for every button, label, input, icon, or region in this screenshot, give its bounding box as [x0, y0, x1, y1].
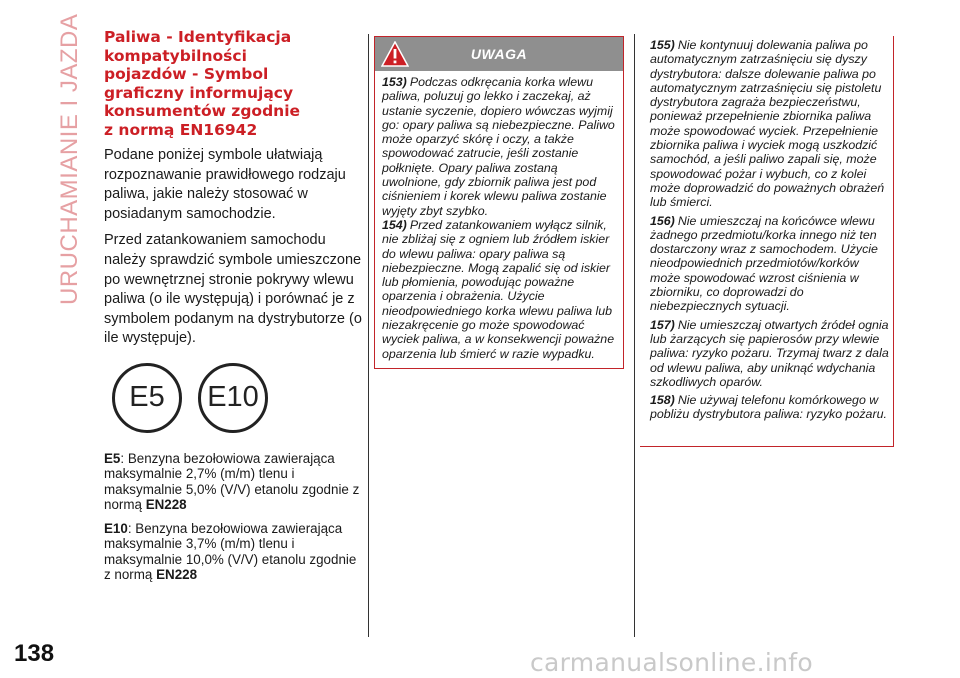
e5-symbol: E5	[112, 363, 182, 433]
warning-note	[650, 393, 889, 422]
note-number: 154)	[382, 217, 407, 232]
intro-paragraph: Podane poniżej symbole ułatwiają rozpoznawanie prawidłowego rodzaju paliwa, jakie należy stosować w posiadanym samochodzie.	[104, 147, 346, 222]
warning-notes	[375, 71, 623, 361]
section-title-line: konsumentów zgodnie	[104, 102, 301, 120]
e10-definition	[104, 521, 366, 583]
note-text: Przed zatankowaniem wyłącz silnik, nie zbliżaj się z ogniem lub źródłem iskier do wlewu paliwa: opary paliwa są niebezpieczne. Mogą zapalić się od iskier lub płomienia, powodując poważne oparzenia i obrażenia. Użycie nieodpowiedniego korka wlewu paliwa lub niezakręcenie go może spowodować wyciek paliwa, a w konsekwencji poważne oparzenia lub śmierć w razie wypadku.	[382, 217, 615, 361]
warning-note	[650, 318, 889, 389]
definition-norm: EN228	[156, 567, 198, 583]
page-number: 138	[14, 640, 55, 667]
section-title-line: kompatybilności	[104, 46, 247, 65]
section-title-line: Paliwa - Identyfikacja	[104, 28, 292, 46]
definition-term: E5	[104, 450, 121, 466]
continued-warning-box	[640, 36, 894, 447]
definition-norm: EN228	[145, 497, 187, 513]
section-title	[104, 28, 366, 139]
note-text: Nie umieszczaj otwartych źródeł ognia lub żarzących się papierosów przy wlewie paliwa: ryzyko pożaru. Trzymaj twarz z dala od wlewu paliwa, aby uniknąć wdychania szkodliwych oparów.	[650, 317, 889, 389]
warning-header	[375, 37, 623, 71]
definition-text: : Benzyna bezołowiowa zawierająca maksymalnie 2,7% (m/m) tlenu i maksymalnie 5,0% (V/V) etanolu zgodnie z normą	[104, 450, 360, 513]
fuel-symbols	[104, 361, 366, 451]
definition-text: : Benzyna bezołowiowa zawierająca maksymalnie 3,7% (m/m) tlenu i maksymalnie 10,0% (V/V) etanolu zgodnie z normą	[104, 520, 357, 583]
continued-notes	[640, 36, 893, 422]
note-number: 153)	[382, 75, 407, 89]
warning-title: UWAGA	[470, 46, 528, 62]
e10-symbol: E10	[198, 363, 268, 433]
note-text: Nie kontynuuj dolewania paliwa po automatycznym zatrzaśnięciu się dyszy dystrybutora: dalsze dolewanie paliwa po automatycznym zatrzaśnięciu się pistoletu dystrybutora zagraża bezpieczeństwu, ponieważ przepełnienie zbiornika paliwa może spowodować wyciek. Przepełnienie zbiornika paliwa i wyciek mogą uszkodzić samochód, a jeśli paliwo zapali się, może spowodować pożar i wybuch, co z kolei może doprowadzić do poważnych obrażeń lub śmierci.	[650, 38, 885, 210]
note-text: Podczas odkręcania korka wlewu paliwa, poluzuj go lekko i zaczekaj, aż ustanie syczenie, dopiero wówczas wyjmij go: opary paliwa są niebezpieczne. Paliwo może oparzyć skórę i oczy, a także spowodować zatrucie, jeśli zostanie połknięte. Opary paliwa zostaną uwolnione, gdy zbiornik paliwa jest pod ciśnieniem i korek wlewu paliwa zostanie wyjęty zbyt szybko.	[382, 75, 615, 218]
column-divider	[368, 34, 369, 637]
warning-note	[650, 38, 889, 210]
e5-definition	[104, 451, 366, 513]
section-title-line: pojazdów - Symbol	[104, 65, 269, 83]
instruction-paragraph: Przed zatankowaniem samochodu należy sprawdzić symbole umieszczone po wewnętrznej stronie pokrywy wlewu paliwa (o ile występują) i porównać je z symbolem podanym na dystrybutorze (o ile występuje).	[104, 232, 362, 347]
warning-box	[374, 36, 624, 369]
warning-note	[650, 214, 889, 314]
section-title-line: z normą EN16942	[104, 120, 258, 139]
column-divider	[634, 34, 635, 637]
note-number: 156)	[650, 213, 675, 228]
definition-term: E10	[104, 520, 128, 536]
note-text: Nie używaj telefonu komórkowego w pobliżu dystrybutora paliwa: ryzyko pożaru.	[650, 393, 887, 422]
note-text: Nie umieszczaj na końcówce wlewu żadnego przedmiotu/korka innego niż ten dostarczony wraz z samochodem. Użycie nieodpowiednich przedmiotów/korków może spowodować wzrost ciśnienia w zbiorniku, co doprowadzi do niebezpiecznych sytuacji.	[650, 213, 878, 314]
note-number: 157)	[650, 317, 675, 332]
note-number: 155)	[650, 38, 675, 52]
warning-note	[382, 218, 616, 361]
note-number: 158)	[650, 393, 675, 408]
warning-note	[382, 75, 616, 218]
watermark: carmanualsonline.info	[530, 648, 813, 677]
left-column	[104, 28, 366, 591]
section-title-line: graficzny informujący	[104, 83, 294, 102]
chapter-side-label: URUCHAMIANIE I JAZDA	[56, 13, 83, 305]
